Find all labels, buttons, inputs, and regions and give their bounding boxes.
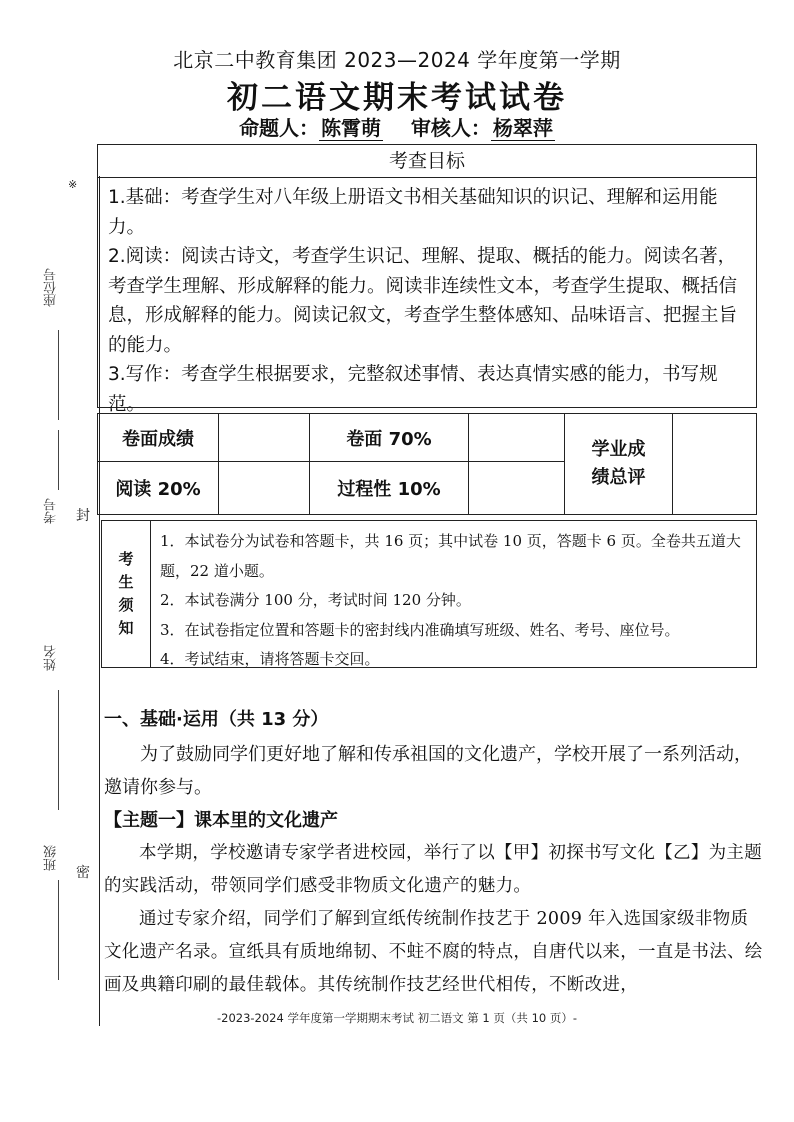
total-score-label bbox=[565, 414, 673, 515]
score-cell-label: 卷面成绩 bbox=[98, 414, 219, 462]
notice-item: 1．本试卷分为试卷和答题卡，共 16 页；其中试卷 10 页，答题卡 6 页。全卷共五道大题，22 道小题。 bbox=[160, 532, 741, 580]
notice-list bbox=[160, 527, 750, 675]
objective-item: 3.写作：考查学生根据要求，完整叙述事情、表达真情实感的能力，书写规范。 bbox=[108, 364, 718, 415]
notice-label-char: 考 bbox=[118, 550, 134, 568]
seat-number-label: 座位号 bbox=[44, 268, 59, 307]
notice-label bbox=[102, 521, 151, 667]
exam-number-underline bbox=[58, 430, 59, 490]
score-cell-blank[interactable] bbox=[219, 462, 310, 515]
score-table bbox=[97, 413, 757, 515]
page-footer: -2023-2024 学年度第一学期期末考试 初二语文 第 1 页（共 10 页）- bbox=[216, 1011, 578, 1025]
total-score-blank[interactable] bbox=[673, 414, 757, 515]
score-cell-label: 卷面 70% bbox=[310, 414, 469, 462]
name-label: 姓名 bbox=[44, 645, 59, 671]
theme-paragraph: 本学期，学校邀请专家学者进校园，举行了以【甲】初探书写文化【乙】为主题的实践活动，带领同学们感受非物质文化遗产的魅力。 bbox=[104, 843, 762, 896]
school-year-line: 北京二中教育集团 2023—2024 学年度第一学期 bbox=[173, 48, 621, 72]
objective-item: 2.阅读：阅读古诗文，考查学生识记、理解、提取、概括的能力。阅读名著，考查学生理解、形成解释的能力。阅读非连续性文本，考查学生提取、概括信息，形成解释的能力。阅读记叙文，考查学生整体感知、品味语言、把握主旨的能力。 bbox=[108, 246, 738, 356]
total-label-line: 绩总评 bbox=[591, 467, 646, 488]
class-underline bbox=[58, 880, 59, 980]
score-cell-blank[interactable] bbox=[219, 414, 310, 462]
exam-title: 初二语文期末考试试卷 bbox=[227, 80, 567, 116]
class-label: 班级 bbox=[44, 845, 59, 871]
section-intro: 为了鼓励同学们更好地了解和传承祖国的文化遗产，学校开展了一系列活动，邀请你参与。 bbox=[104, 744, 752, 798]
seat-underline bbox=[58, 330, 59, 420]
notice-item: 3．在试卷指定位置和答题卡的密封线内准确填写班级、姓名、考号、座位号。 bbox=[160, 620, 680, 639]
score-cell-label: 过程性 10% bbox=[310, 462, 469, 515]
seal-char-mi: 密 bbox=[76, 865, 90, 881]
name-underline bbox=[58, 690, 59, 810]
reviewer-label: 审核人： bbox=[410, 116, 491, 140]
total-label-line: 学业成 bbox=[591, 439, 646, 460]
seal-char-feng: 封 bbox=[76, 508, 90, 524]
section-basics bbox=[104, 706, 764, 1002]
author-label: 命题人： bbox=[239, 116, 320, 140]
notice-item: 2．本试卷满分 100 分，考试时间 120 分钟。 bbox=[160, 591, 471, 609]
objectives-heading: 考查目标 bbox=[98, 145, 756, 178]
objectives-box bbox=[97, 144, 757, 415]
exam-number-label: 考号 bbox=[44, 498, 59, 524]
theme-paragraph: 通过专家介绍，同学们了解到宣纸传统制作技艺于 2009 年入选国家级非物质文化遗产名录。宣纸具有质地绵韧、不蛀不腐的特点，自唐代以来，一直是书法、绘画及典籍印刷的最佳载体。其传统制作技艺经世代相传，不断改进， bbox=[104, 909, 763, 995]
exam-notice-box bbox=[101, 520, 757, 668]
notice-label-char: 知 bbox=[118, 619, 134, 637]
author-name: 陈霄萌 bbox=[321, 116, 382, 140]
score-cell-blank[interactable] bbox=[469, 414, 565, 462]
notice-item: 4．考试结束，请将答题卡交回。 bbox=[160, 650, 380, 668]
section-title: 一、基础·运用（共 13 分） bbox=[104, 709, 329, 730]
objective-item: 1.基础：考查学生对八年级上册语文书相关基础知识的识记、理解和运用能力。 bbox=[108, 187, 718, 238]
notice-label-char: 生 bbox=[118, 573, 134, 591]
reviewer-name: 杨翠萍 bbox=[492, 116, 553, 140]
notice-label-char: 须 bbox=[118, 596, 134, 614]
score-cell-label: 阅读 20% bbox=[98, 462, 219, 515]
objectives-body bbox=[108, 183, 748, 419]
theme-heading: 【主题一】课本里的文化遗产 bbox=[104, 810, 338, 831]
score-cell-blank[interactable] bbox=[469, 462, 565, 515]
author-line bbox=[0, 112, 794, 141]
binding-mark: ※ bbox=[68, 178, 78, 191]
